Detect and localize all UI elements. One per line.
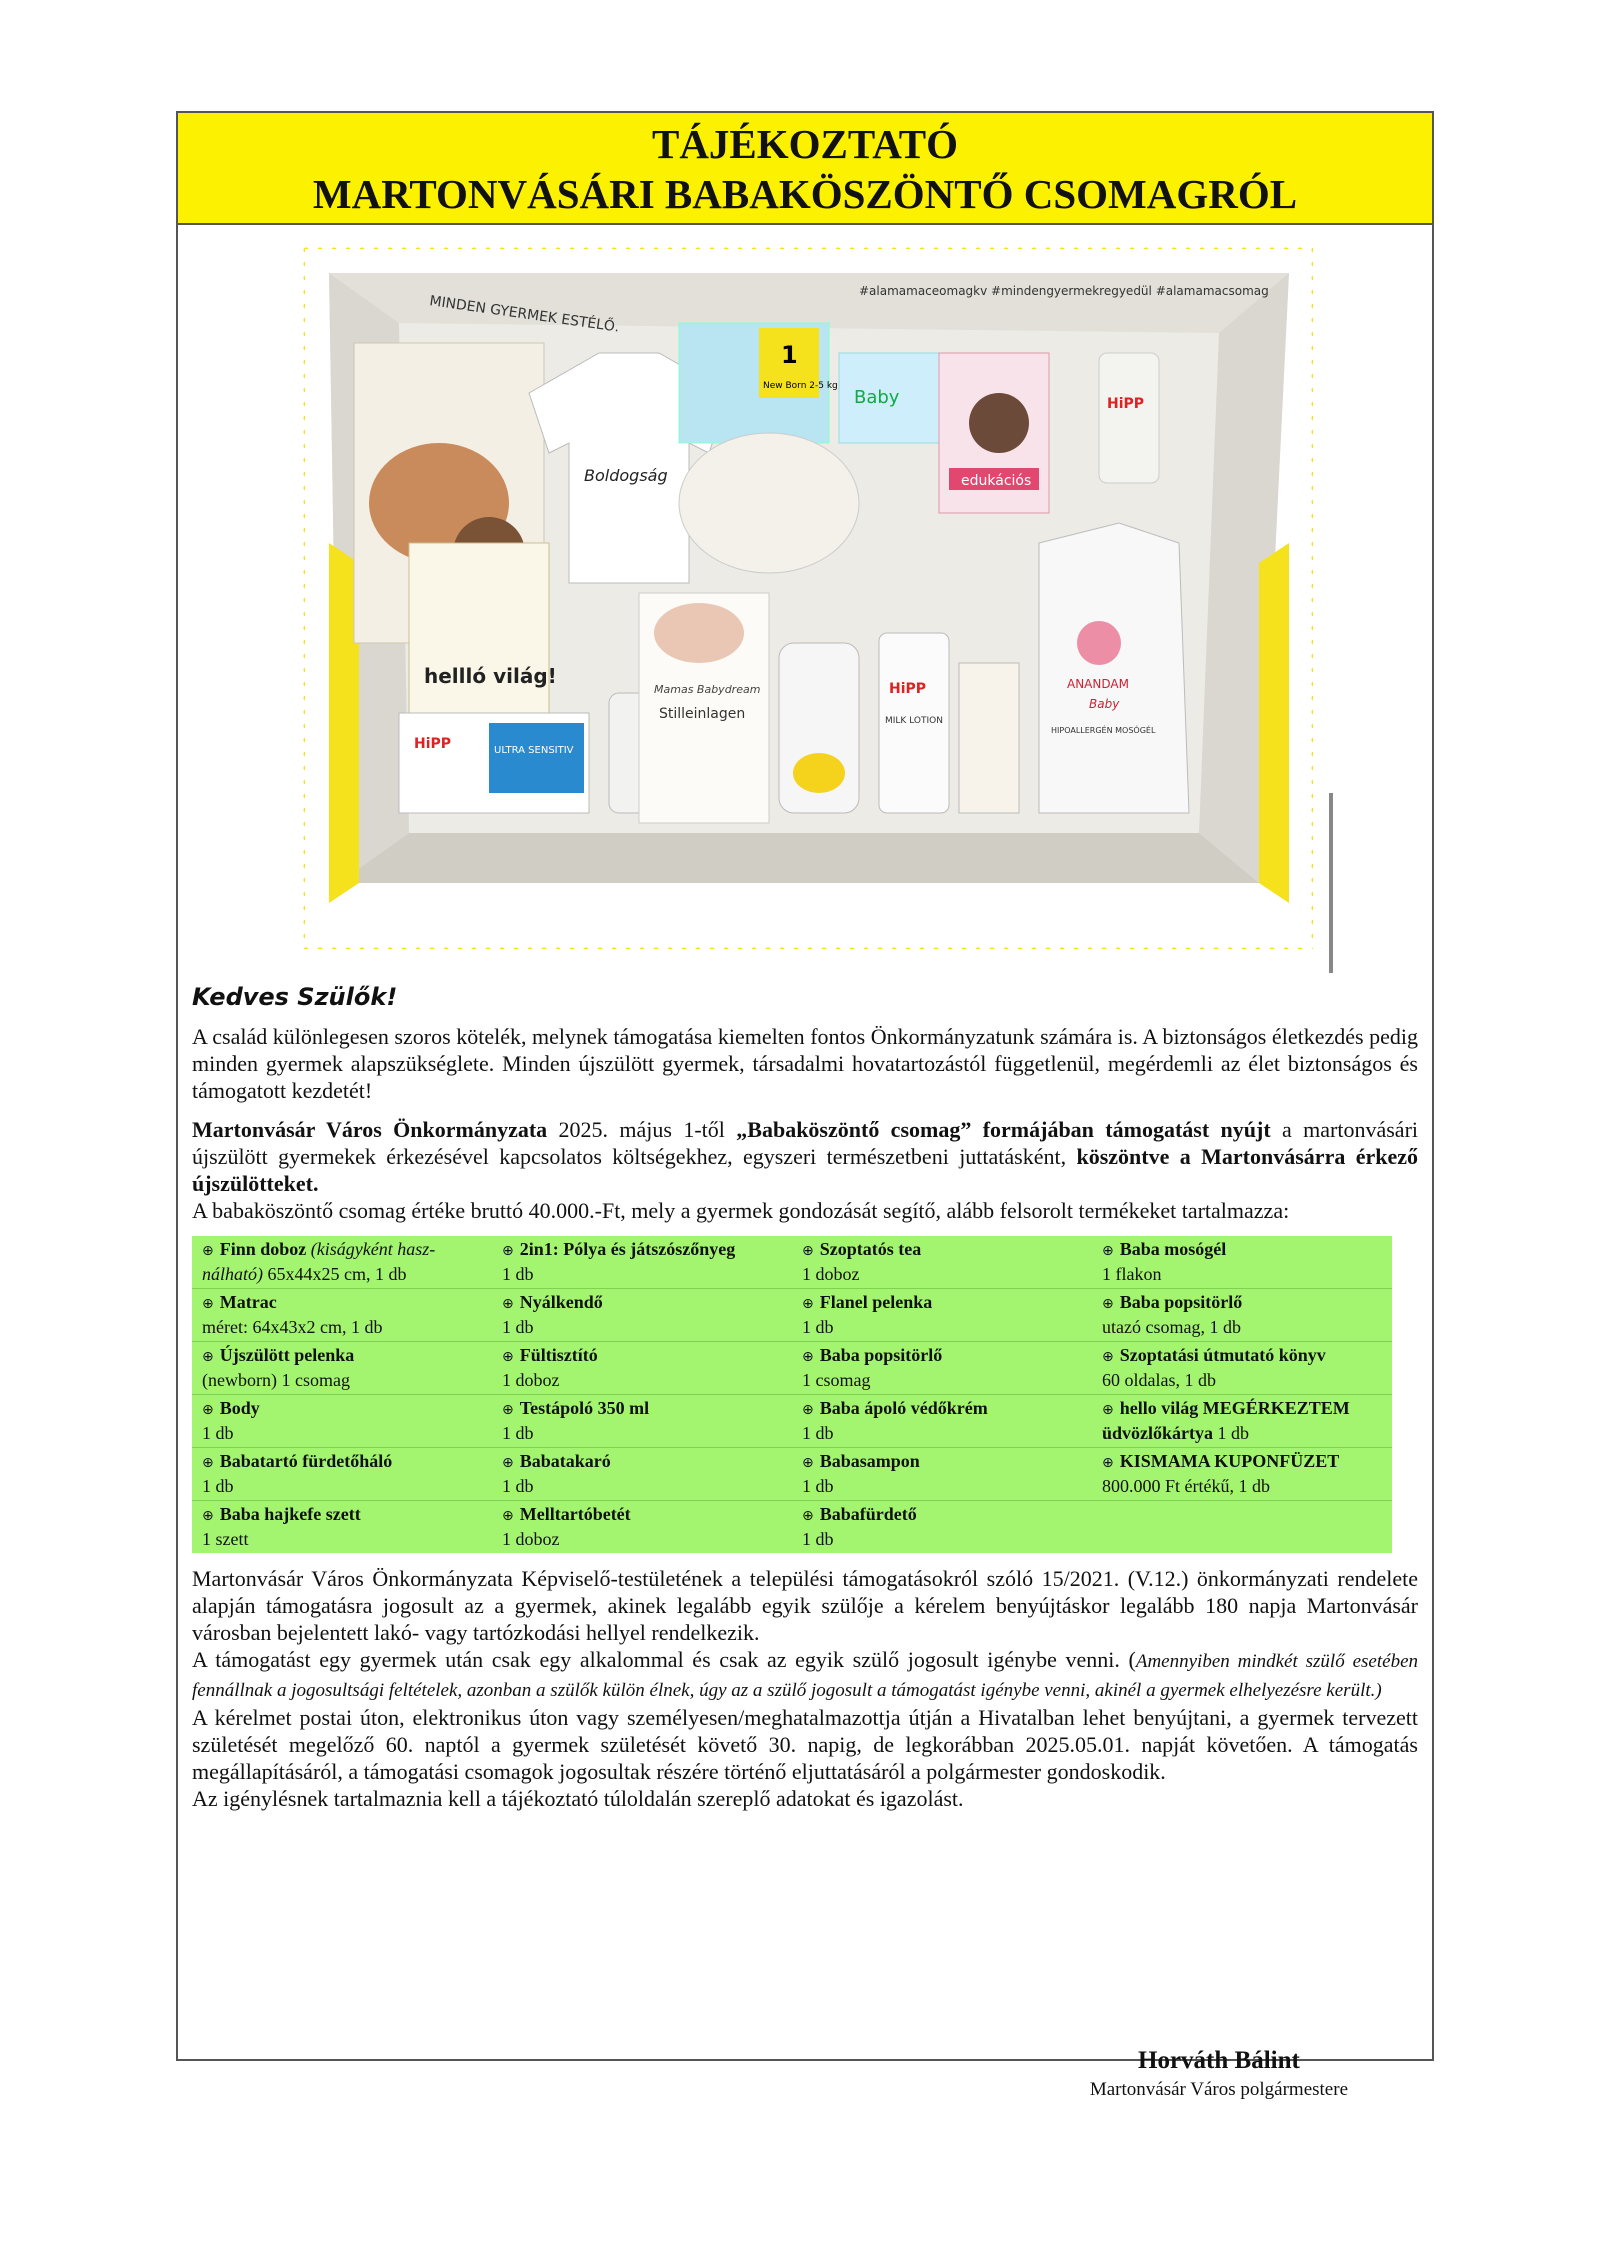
item-cell (192, 1395, 492, 1448)
items-row (192, 1395, 1392, 1448)
item-title: Babafürdető (819, 1504, 917, 1524)
item-bullet-icon: ⊕ (502, 1243, 514, 1259)
item-bullet-icon: ⊕ (502, 1508, 514, 1524)
item-detail: méret: 64x43x2 cm, 1 db (202, 1317, 383, 1337)
intro-paragraph: A család különlegesen szoros kötelék, melynek támogatása kiemelten fontos Önkormányzatunk számára is. A biztonságos életkezdés pedig minden gyermek alapszükséglete. Minden újszülött gyermek, társadalmi hovatartozástól függetlenül, megérdemli az élet biztonságos és támogatott kezdetét! (192, 1024, 1418, 1103)
items-row (192, 1236, 1392, 1289)
document-frame (176, 111, 1434, 2100)
photo-hipp-3: HiPP (889, 681, 927, 697)
signature-name: Horváth Bálint (1138, 2047, 1300, 2074)
item-cell (792, 1236, 1092, 1289)
item-title: Szoptatós tea (819, 1239, 922, 1259)
item-title: 2in1: Pólya és játszószőnyeg (519, 1239, 736, 1259)
item-detail: 1 szett (202, 1529, 249, 1549)
item-title: hello világ MEGÉRKEZTEM (1119, 1398, 1350, 1418)
item-detail: 1 db (802, 1529, 834, 1549)
document-header (178, 113, 1432, 225)
item-title: Baba hajkefe szett (219, 1504, 361, 1524)
item-title: Baba popsitörlő (1119, 1292, 1243, 1312)
item-bullet-icon: ⊕ (802, 1296, 814, 1312)
item-bullet-icon: ⊕ (1102, 1296, 1114, 1312)
item-detail: 1 doboz (502, 1529, 560, 1549)
item-cell (192, 1501, 492, 1554)
item-bullet-icon: ⊕ (1102, 1455, 1114, 1471)
item-bullet-icon: ⊕ (502, 1455, 514, 1471)
item-detail: 1 db (502, 1476, 534, 1496)
item-bullet-icon: ⊕ (1102, 1402, 1114, 1418)
photo-wipes-label: ULTRA SENSITIV (494, 745, 574, 756)
item-detail: 1 doboz (502, 1370, 560, 1390)
photo-body-text: Boldogság (584, 466, 668, 485)
item-bullet-icon: ⊕ (1102, 1243, 1114, 1259)
item-cell (492, 1395, 792, 1448)
item-detail: 800.000 Ft értékű, 1 db (1102, 1476, 1270, 1496)
package-photo (299, 243, 1313, 949)
photo-box-text-2: #alamamaceomagkv #mindengyermekregyedül #alamamacsomag (859, 284, 1269, 298)
item-title: Fültisztító (519, 1345, 598, 1365)
content (192, 983, 1418, 1812)
item-title: Body (219, 1398, 260, 1418)
photo-welcome-text: hellló világ! (424, 664, 557, 688)
item-bullet-icon: ⊕ (502, 1402, 514, 1418)
item-title: KISMAMA KUPONFÜZET (1119, 1451, 1340, 1471)
signature-role: Martonvásár Város polgármestere (1089, 2079, 1348, 2100)
item-bullet-icon: ⊕ (202, 1296, 214, 1312)
item-bullet-icon: ⊕ (202, 1508, 214, 1524)
item-cell (492, 1236, 792, 1289)
item-title: Testápoló 350 ml (519, 1398, 650, 1418)
item-note: (kiságyként hasz-nálható) (202, 1239, 436, 1284)
item-title: Baba ápoló védőkrém (819, 1398, 988, 1418)
item-title: Szoptatási útmutató könyv (1119, 1345, 1326, 1365)
item-detail: 1 db (802, 1476, 834, 1496)
item-detail: 1 db (502, 1264, 534, 1284)
item-cell (192, 1448, 492, 1501)
item-detail: 1 flakon (1102, 1264, 1162, 1284)
item-cell (1092, 1342, 1392, 1395)
item-title: Finn doboz (219, 1239, 307, 1259)
item-cell (792, 1342, 1092, 1395)
item-title: Babasampon (819, 1451, 920, 1471)
item-detail: 1 db (802, 1423, 834, 1443)
item-cell (492, 1342, 792, 1395)
item-bullet-icon: ⊕ (202, 1402, 214, 1418)
item-detail: 1 db (502, 1423, 534, 1443)
item-bullet-icon: ⊕ (802, 1508, 814, 1524)
signature (1090, 2045, 1348, 2103)
support-paragraph: Martonvásár Város Önkormányzata 2025. május 1-től „Babaköszöntő csomag” formájában támogatást nyújt a martonvásári újszülött gyermekek érkezésével kapcsolatos költségekhez, egyszeri természetbeni juttatásként, köszöntve a Martonvásárra érkező újszülötteket. (192, 1117, 1419, 1196)
items-row (192, 1448, 1392, 1501)
item-detail: utazó csomag, 1 db (1102, 1317, 1241, 1337)
photo-detergent-brand: ANANDAM (1067, 677, 1129, 691)
photo-box-text-1: MINDEN GYERMEK ESTÉLŐ. (428, 293, 621, 336)
item-cell (792, 1448, 1092, 1501)
item-cell (1092, 1501, 1392, 1554)
item-title: Babatartó fürdetőháló (219, 1451, 393, 1471)
item-title: Babatakaró (519, 1451, 611, 1471)
items-row (192, 1289, 1392, 1342)
item-detail: (newborn) 1 csomag (202, 1370, 350, 1390)
item-cell (192, 1236, 492, 1289)
item-title: Baba mosógél (1119, 1239, 1227, 1259)
item-detail: 1 db (802, 1317, 834, 1337)
photo-pads-name: Stilleinlagen (659, 706, 746, 722)
item-bullet-icon: ⊕ (202, 1349, 214, 1365)
item-cell (1092, 1289, 1392, 1342)
items-row (192, 1501, 1392, 1554)
requirements-paragraph: Az igénylésnek tartalmaznia kell a tájékoztató túloldalán szereplő adatokat és igazolást. (192, 1786, 964, 1811)
photo-nappy-size: 1 (781, 341, 798, 369)
photo-wipes-brand: Baby (854, 387, 900, 408)
item-detail: 1 doboz (802, 1264, 860, 1284)
item-cell (192, 1342, 492, 1395)
eligibility-paragraph: Martonvásár Város Önkormányzata Képviselő-testületének a települési támogatásokról szóló 15/2021. (V.12.) önkormányzati rendelete alapján támogatásra jogosult az a gyermek, akinek legalább egyik szülője a kérelem benyújtáskor legalább 180 napja Martonvásár városban bejelentett lakó- vagy tartózkodási hellyel rendelkezik. (192, 1566, 1418, 1645)
item-bullet-icon: ⊕ (802, 1349, 814, 1365)
scrollbar-marker (1329, 793, 1333, 973)
item-bullet-icon: ⊕ (802, 1402, 814, 1418)
item-cell (1092, 1236, 1392, 1289)
item-detail: 60 oldalas, 1 db (1102, 1370, 1216, 1390)
item-detail: 65x44x25 cm, 1 db (263, 1264, 407, 1284)
item-detail: 1 db (502, 1317, 534, 1337)
item-detail: 1 db (202, 1476, 234, 1496)
items-table (192, 1236, 1392, 1553)
item-detail: üdvözlőkártya 1 db (1102, 1423, 1250, 1443)
photo-detergent-baby: Baby (1089, 697, 1120, 711)
item-detail: 1 csomag (802, 1370, 871, 1390)
item-cell (792, 1395, 1092, 1448)
item-cell (192, 1289, 492, 1342)
greeting: Kedves Szülők! (192, 983, 398, 1011)
item-title: Flanel pelenka (819, 1292, 933, 1312)
header-subtitle: MARTONVÁSÁRI BABAKÖSZÖNTŐ CSOMAGRÓL (312, 171, 1298, 217)
once-paragraph: A támogatást egy gyermek után csak egy alkalommal és csak az egyik szülő jogosult igénybe venni. (Amennyiben mindkét szülő esetében fennállnak a jogosultsági feltételek, azonban a szülők külön élnek, úgy az a szülő jogosult a támogatást igénybe venni, akinél a gyermek elhelyezésre került.) (192, 1647, 1418, 1701)
photo-pads-brand: Mamas Babydream (654, 683, 761, 696)
photo-hipp-1: HiPP (1107, 396, 1145, 412)
item-bullet-icon: ⊕ (802, 1243, 814, 1259)
photo-detergent-label: HIPOALLERGÉN MOSÓGÉL (1051, 726, 1156, 735)
item-detail: 1 db (202, 1423, 234, 1443)
photo-hipp-2: HiPP (414, 736, 452, 752)
item-bullet-icon: ⊕ (202, 1455, 214, 1471)
item-bullet-icon: ⊕ (1102, 1349, 1114, 1365)
item-cell (1092, 1448, 1392, 1501)
items-row (192, 1342, 1392, 1395)
photo-book-title: edukációs (961, 473, 1032, 489)
item-bullet-icon: ⊕ (502, 1296, 514, 1312)
header-title: TÁJÉKOZTATÓ (651, 121, 959, 167)
item-cell (792, 1501, 1092, 1554)
item-cell (792, 1289, 1092, 1342)
item-title: Baba popsitörlő (819, 1345, 943, 1365)
item-cell (1092, 1395, 1392, 1448)
item-title: Újszülött pelenka (219, 1345, 355, 1365)
photo-lotion-label: MILK LOTION (885, 716, 943, 726)
item-bullet-icon: ⊕ (202, 1243, 214, 1259)
submission-paragraph: A kérelmet postai úton, elektronikus úton vagy személyesen/meghatalmazottja útján a Hivatalban lehet benyújtani, a gyermek tervezett születését megelőző 60. naptól a gyermek születését követő 30. napig, de legkorábban 2025.05.01. napját követően. A támogatás megállapításáról, a támogatási csomagok jogosultak részére történő eljuttatásáról a polgármester gondoskodik. (192, 1705, 1418, 1784)
item-title: Melltartóbetét (519, 1504, 631, 1524)
item-cell (492, 1289, 792, 1342)
photo-nappy-weight: New Born 2-5 kg (763, 381, 838, 391)
item-cell (492, 1501, 792, 1554)
detergent-bottle (1039, 523, 1189, 813)
value-paragraph: A babaköszöntő csomag értéke bruttó 40.000.-Ft, mely a gyermek gondozását segítő, alább felsorolt termékeket tartalmazza: (192, 1198, 1290, 1223)
item-bullet-icon: ⊕ (502, 1349, 514, 1365)
item-cell (492, 1448, 792, 1501)
item-bullet-icon: ⊕ (802, 1455, 814, 1471)
item-title: Nyálkendő (519, 1292, 603, 1312)
item-title: Matrac (219, 1292, 277, 1312)
